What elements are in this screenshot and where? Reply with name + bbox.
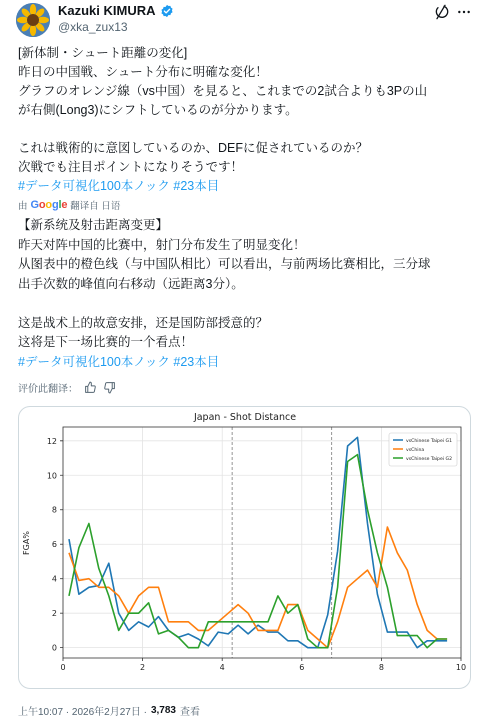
post-timestamp[interactable]: 上午10:07 · 2026年2月27日 ·	[18, 707, 147, 718]
more-options-icon[interactable]	[456, 4, 472, 20]
post-footer	[18, 703, 200, 718]
user-handle[interactable]: @xka_zux13	[58, 20, 128, 34]
post-line: 这将是下一场比赛的一个看点！	[18, 335, 194, 349]
chart-series	[69, 437, 447, 647]
post-line: グラフのオレンジ線（vs中国）を見ると、これまでの2試合よりも3Pの山	[18, 84, 428, 98]
legend-label: vsChinese Taipei G2	[406, 457, 453, 462]
rate-translation	[18, 380, 116, 395]
post-line: 从图表中的橙色线（与中国队相比）可以看出，与前两场比赛相比，三分球	[18, 257, 431, 271]
y-tick-label: 0	[51, 643, 57, 653]
view-count: 3,783	[150, 705, 176, 716]
x-tick-label: 6	[299, 663, 305, 672]
avatar[interactable]	[16, 3, 50, 37]
translation-prefix: 由	[18, 201, 28, 212]
post-line: 这是战术上的故意安排，还是国防部授意的？	[18, 315, 269, 330]
legend-label: vsChinese Taipei G1	[406, 439, 453, 444]
post-header	[0, 0, 488, 40]
grok-icon[interactable]	[433, 4, 449, 20]
chart-legend	[389, 433, 457, 466]
y-tick-label: 2	[51, 609, 57, 619]
rate-label: 评价此翻译：	[18, 384, 78, 395]
post-line: 昨日の中国戦、シュート分布に明確な変化！	[18, 65, 268, 79]
hashtags-link[interactable]: #データ可視化100本ノック #23本目	[18, 179, 220, 193]
chart-image-card[interactable]	[18, 406, 471, 689]
x-tick-label: 0	[60, 663, 66, 672]
post-line: 次戦でも注目ポイントになりそうです！	[18, 160, 244, 174]
post-line: 出手次数的峰值向右移动（远距离3分）。	[18, 276, 244, 291]
shot-distance-chart	[19, 407, 471, 689]
post-line: [新体制・シュート距離の変化]	[18, 46, 188, 60]
series-line-vschinese-taipei-g1	[69, 437, 447, 647]
x-tick-label: 2	[140, 663, 146, 672]
y-tick-label: 12	[46, 436, 57, 446]
post-line: これは戦術的に意図しているのか、DEFに促されているのか？	[18, 141, 369, 155]
line-gap	[18, 120, 478, 139]
post-text-japanese	[18, 44, 478, 196]
y-tick-label: 6	[51, 540, 57, 550]
translation-label[interactable]: 翻译自 日语	[70, 201, 121, 212]
chart-title: Japan - Shot Distance	[193, 412, 297, 423]
x-tick-label: 8	[378, 663, 384, 672]
legend-label: vsChina	[406, 448, 425, 453]
y-tick-label: 4	[51, 574, 57, 584]
post-line: が右側(Long3)にシフトしているのが分かります。	[18, 103, 298, 117]
thumbs-down-icon[interactable]	[103, 381, 116, 394]
thumbs-up-icon[interactable]	[84, 381, 97, 394]
x-tick-label: 4	[219, 663, 225, 672]
post-text-translated	[18, 216, 478, 372]
y-tick-label: 10	[46, 471, 57, 481]
line-gap	[18, 294, 478, 314]
view-label: 查看	[179, 707, 200, 718]
verified-badge-icon	[160, 4, 174, 18]
y-axis-label: FGA%	[22, 531, 31, 555]
post-line: 【新系统及射击距离变更】	[18, 218, 169, 232]
sunflower-avatar-image	[16, 3, 50, 37]
x-tick-label: 10	[455, 663, 467, 672]
translation-attribution	[18, 198, 120, 212]
post-line: 昨天对阵中国的比赛中，射门分布发生了明显变化！	[18, 237, 306, 252]
series-line-vschina	[69, 527, 447, 648]
hashtags-link[interactable]: #データ可視化100本ノック #23本目	[18, 354, 220, 369]
series-line-vschinese-taipei-g2	[69, 455, 447, 648]
y-tick-label: 8	[51, 505, 57, 515]
google-logo: Google	[30, 199, 68, 211]
display-name[interactable]: Kazuki KIMURA	[58, 3, 156, 18]
